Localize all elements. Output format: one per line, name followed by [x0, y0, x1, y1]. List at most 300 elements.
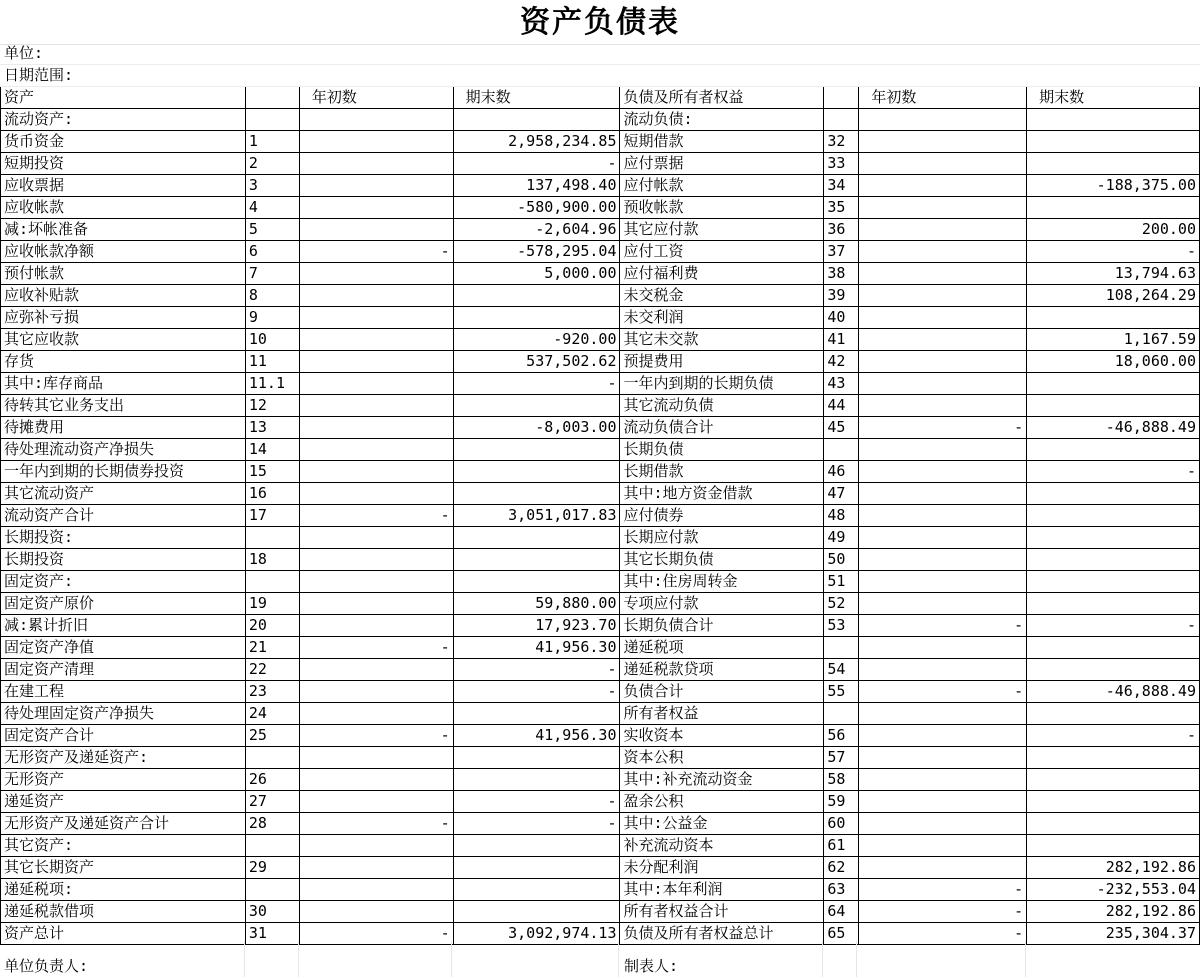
asset-item: 无形资产及递延资产:	[1, 747, 246, 769]
liability-item: 其中:本年利润	[620, 879, 824, 901]
liability-item: 专项应付款	[620, 593, 824, 615]
asset-item: 应弥补亏损	[1, 307, 246, 329]
asset-end-amount: -	[453, 681, 620, 703]
liability-begin-amount: -	[859, 681, 1027, 703]
table-row	[1, 329, 1200, 351]
asset-item: 应收票据	[1, 175, 246, 197]
liability-end-amount	[1027, 769, 1200, 791]
liability-end-amount: 1,167.59	[1027, 329, 1200, 351]
asset-item: 递延资产	[1, 791, 246, 813]
table-row	[1, 747, 1200, 769]
asset-item: 短期投资	[1, 153, 246, 175]
asset-item: 预付帐款	[1, 263, 246, 285]
asset-begin-amount	[299, 901, 453, 923]
liability-end-amount	[1027, 747, 1200, 769]
asset-begin-amount	[299, 615, 453, 637]
header-asset-line	[245, 87, 299, 109]
liability-line-no: 54	[824, 659, 859, 681]
asset-item: 固定资产合计	[1, 725, 246, 747]
asset-end-amount: 3,051,017.83	[453, 505, 620, 527]
liability-item: 应付帐款	[620, 175, 824, 197]
liability-end-amount: 282,192.86	[1027, 857, 1200, 879]
asset-begin-amount	[299, 307, 453, 329]
asset-begin-amount	[299, 395, 453, 417]
liability-item: 盈余公积	[620, 791, 824, 813]
asset-item: 资产总计	[1, 923, 246, 945]
liability-item: 流动负债合计	[620, 417, 824, 439]
liability-line-no: 57	[824, 747, 859, 769]
liability-line-no: 47	[824, 483, 859, 505]
liability-end-amount: -	[1027, 461, 1200, 483]
sheet-title: 资产负债表	[0, 0, 1200, 45]
liability-item: 所有者权益合计	[620, 901, 824, 923]
table-row	[1, 725, 1200, 747]
asset-end-amount: 137,498.40	[453, 175, 620, 197]
table-row	[1, 197, 1200, 219]
asset-item: 其它应收款	[1, 329, 246, 351]
liability-item: 其它流动负债	[620, 395, 824, 417]
asset-line-no: 12	[245, 395, 299, 417]
asset-line-no: 11.1	[245, 373, 299, 395]
header-asset-begin: 年初数	[299, 87, 453, 109]
liability-begin-amount	[859, 219, 1027, 241]
liability-end-amount	[1027, 835, 1200, 857]
asset-line-no	[245, 109, 299, 131]
balance-table	[0, 86, 1200, 945]
asset-begin-amount	[299, 527, 453, 549]
asset-end-amount: -920.00	[453, 329, 620, 351]
liability-line-no: 46	[824, 461, 859, 483]
header-liab-begin: 年初数	[859, 87, 1027, 109]
liability-begin-amount	[859, 725, 1027, 747]
asset-line-no: 29	[245, 857, 299, 879]
liability-begin-amount	[859, 659, 1027, 681]
liability-end-amount	[1027, 483, 1200, 505]
liability-item: 流动负债:	[620, 109, 824, 131]
asset-end-amount: -578,295.04	[453, 241, 620, 263]
asset-end-amount	[453, 879, 620, 901]
asset-item: 应收帐款	[1, 197, 246, 219]
liability-line-no	[824, 109, 859, 131]
liability-line-no: 65	[824, 923, 859, 945]
asset-item: 减:累计折旧	[1, 615, 246, 637]
liability-item: 所有者权益	[620, 703, 824, 725]
asset-line-no: 23	[245, 681, 299, 703]
liability-line-no: 41	[824, 329, 859, 351]
asset-end-amount	[453, 901, 620, 923]
liability-item: 资本公积	[620, 747, 824, 769]
asset-item: 固定资产清理	[1, 659, 246, 681]
asset-end-amount: -2,604.96	[453, 219, 620, 241]
liability-end-amount	[1027, 571, 1200, 593]
liability-item: 应付工资	[620, 241, 824, 263]
asset-end-amount: 17,923.70	[453, 615, 620, 637]
asset-item: 待转其它业务支出	[1, 395, 246, 417]
liability-end-amount	[1027, 307, 1200, 329]
table-row	[1, 395, 1200, 417]
asset-line-no: 22	[245, 659, 299, 681]
asset-begin-amount	[299, 791, 453, 813]
liability-begin-amount	[859, 263, 1027, 285]
asset-line-no: 25	[245, 725, 299, 747]
liability-line-no: 59	[824, 791, 859, 813]
asset-line-no: 8	[245, 285, 299, 307]
liability-item: 长期应付款	[620, 527, 824, 549]
liability-line-no: 52	[824, 593, 859, 615]
asset-begin-amount	[299, 417, 453, 439]
asset-item: 固定资产:	[1, 571, 246, 593]
asset-item: 应收补贴款	[1, 285, 246, 307]
liability-line-no: 58	[824, 769, 859, 791]
header-liabilities: 负债及所有者权益	[620, 87, 824, 109]
table-row	[1, 351, 1200, 373]
asset-item: 待处理固定资产净损失	[1, 703, 246, 725]
table-row	[1, 857, 1200, 879]
liability-line-no: 36	[824, 219, 859, 241]
table-row	[1, 219, 1200, 241]
table-row	[1, 769, 1200, 791]
asset-item: 长期投资:	[1, 527, 246, 549]
asset-begin-amount	[299, 483, 453, 505]
asset-end-amount	[453, 307, 620, 329]
asset-line-no: 14	[245, 439, 299, 461]
asset-begin-amount: -	[299, 637, 453, 659]
liability-item: 其中:地方资金借款	[620, 483, 824, 505]
asset-line-no: 17	[245, 505, 299, 527]
asset-begin-amount	[299, 681, 453, 703]
table-row	[1, 109, 1200, 131]
footer-responsible: 单位负责人:	[4, 957, 89, 975]
liability-end-amount: 18,060.00	[1027, 351, 1200, 373]
asset-line-no: 16	[245, 483, 299, 505]
asset-begin-amount	[299, 461, 453, 483]
asset-end-amount	[453, 109, 620, 131]
liability-end-amount: 200.00	[1027, 219, 1200, 241]
liability-end-amount	[1027, 527, 1200, 549]
table-row	[1, 681, 1200, 703]
liability-line-no: 62	[824, 857, 859, 879]
asset-begin-amount	[299, 747, 453, 769]
table-row	[1, 703, 1200, 725]
liability-begin-amount	[859, 395, 1027, 417]
asset-begin-amount	[299, 153, 453, 175]
asset-begin-amount	[299, 285, 453, 307]
sheet-gridline	[298, 941, 299, 977]
asset-line-no: 13	[245, 417, 299, 439]
liability-line-no: 44	[824, 395, 859, 417]
asset-begin-amount	[299, 219, 453, 241]
asset-item: 一年内到期的长期债券投资	[1, 461, 246, 483]
asset-begin-amount	[299, 373, 453, 395]
sheet-gridline	[856, 941, 857, 977]
asset-begin-amount	[299, 197, 453, 219]
asset-end-amount: 41,956.30	[453, 637, 620, 659]
asset-line-no	[245, 571, 299, 593]
sheet-gridline	[822, 941, 823, 977]
asset-item: 待处理流动资产净损失	[1, 439, 246, 461]
asset-end-amount: 3,092,974.13	[453, 923, 620, 945]
asset-begin-amount	[299, 549, 453, 571]
asset-begin-amount	[299, 351, 453, 373]
liability-item: 长期负债	[620, 439, 824, 461]
table-row	[1, 791, 1200, 813]
asset-item: 流动资产合计	[1, 505, 246, 527]
liability-end-amount	[1027, 373, 1200, 395]
liability-begin-amount	[859, 637, 1027, 659]
liability-end-amount	[1027, 703, 1200, 725]
liability-end-amount: 235,304.37	[1027, 923, 1200, 945]
liability-begin-amount	[859, 593, 1027, 615]
unit-label: 单位:	[4, 44, 44, 62]
liability-item: 其它未交款	[620, 329, 824, 351]
liability-end-amount	[1027, 439, 1200, 461]
liability-end-amount: -	[1027, 615, 1200, 637]
asset-item: 固定资产净值	[1, 637, 246, 659]
liability-begin-amount	[859, 175, 1027, 197]
liability-begin-amount	[859, 483, 1027, 505]
asset-line-no: 3	[245, 175, 299, 197]
liability-end-amount	[1027, 131, 1200, 153]
asset-line-no: 28	[245, 813, 299, 835]
asset-begin-amount	[299, 263, 453, 285]
liability-begin-amount	[859, 197, 1027, 219]
asset-end-amount	[453, 285, 620, 307]
asset-item: 其它长期资产	[1, 857, 246, 879]
liability-line-no: 43	[824, 373, 859, 395]
table-row	[1, 593, 1200, 615]
asset-line-no: 31	[245, 923, 299, 945]
liability-line-no: 39	[824, 285, 859, 307]
liability-item: 补充流动资本	[620, 835, 824, 857]
liability-end-amount	[1027, 593, 1200, 615]
asset-end-amount: -	[453, 373, 620, 395]
asset-line-no	[245, 527, 299, 549]
asset-end-amount	[453, 483, 620, 505]
liability-begin-amount: -	[859, 901, 1027, 923]
liability-line-no: 49	[824, 527, 859, 549]
asset-line-no	[245, 747, 299, 769]
footer-preparer: 制表人:	[624, 957, 679, 975]
asset-end-amount	[453, 747, 620, 769]
liability-item: 未交税金	[620, 285, 824, 307]
liability-item: 一年内到期的长期负债	[620, 373, 824, 395]
liability-line-no: 34	[824, 175, 859, 197]
liability-end-amount	[1027, 505, 1200, 527]
asset-end-amount	[453, 549, 620, 571]
asset-begin-amount	[299, 769, 453, 791]
table-row	[1, 461, 1200, 483]
header-row	[1, 87, 1200, 109]
liability-begin-amount	[859, 791, 1027, 813]
asset-end-amount: -8,003.00	[453, 417, 620, 439]
liability-end-amount	[1027, 153, 1200, 175]
asset-end-amount: -	[453, 813, 620, 835]
sheet-gridline	[1025, 941, 1026, 977]
asset-line-no: 9	[245, 307, 299, 329]
liability-begin-amount	[859, 461, 1027, 483]
liability-end-amount	[1027, 549, 1200, 571]
asset-end-amount	[453, 527, 620, 549]
liability-line-no: 42	[824, 351, 859, 373]
liability-begin-amount	[859, 131, 1027, 153]
asset-item: 流动资产:	[1, 109, 246, 131]
header-liab-line	[824, 87, 859, 109]
asset-end-amount	[453, 439, 620, 461]
asset-item: 货币资金	[1, 131, 246, 153]
asset-end-amount: 2,958,234.85	[453, 131, 620, 153]
asset-line-no: 4	[245, 197, 299, 219]
liability-line-no: 51	[824, 571, 859, 593]
liability-end-amount	[1027, 813, 1200, 835]
liability-item: 应付债券	[620, 505, 824, 527]
asset-begin-amount	[299, 571, 453, 593]
asset-line-no: 26	[245, 769, 299, 791]
table-row	[1, 373, 1200, 395]
table-row	[1, 549, 1200, 571]
asset-line-no: 19	[245, 593, 299, 615]
liability-begin-amount	[859, 439, 1027, 461]
table-row	[1, 835, 1200, 857]
liability-begin-amount	[859, 153, 1027, 175]
asset-end-amount: 537,502.62	[453, 351, 620, 373]
table-row	[1, 527, 1200, 549]
liability-end-amount: -	[1027, 725, 1200, 747]
liability-begin-amount	[859, 109, 1027, 131]
asset-line-no	[245, 879, 299, 901]
asset-begin-amount	[299, 835, 453, 857]
liability-begin-amount	[859, 241, 1027, 263]
liability-item: 负债及所有者权益总计	[620, 923, 824, 945]
liability-line-no: 60	[824, 813, 859, 835]
liability-line-no: 53	[824, 615, 859, 637]
table-row	[1, 483, 1200, 505]
liability-end-amount	[1027, 197, 1200, 219]
liability-begin-amount	[859, 373, 1027, 395]
liability-end-amount	[1027, 395, 1200, 417]
liability-begin-amount	[859, 769, 1027, 791]
asset-begin-amount	[299, 659, 453, 681]
asset-end-amount: -580,900.00	[453, 197, 620, 219]
liability-line-no: 45	[824, 417, 859, 439]
asset-line-no: 24	[245, 703, 299, 725]
liability-line-no: 63	[824, 879, 859, 901]
asset-end-amount	[453, 857, 620, 879]
liability-begin-amount: -	[859, 923, 1027, 945]
liability-begin-amount	[859, 813, 1027, 835]
asset-item: 长期投资	[1, 549, 246, 571]
asset-line-no: 7	[245, 263, 299, 285]
sheet-gridline	[451, 941, 452, 977]
table-row	[1, 505, 1200, 527]
liability-begin-amount	[859, 285, 1027, 307]
table-row	[1, 285, 1200, 307]
asset-item: 无形资产	[1, 769, 246, 791]
liability-item: 长期负债合计	[620, 615, 824, 637]
liability-begin-amount	[859, 505, 1027, 527]
liability-begin-amount	[859, 835, 1027, 857]
asset-begin-amount: -	[299, 725, 453, 747]
asset-item: 无形资产及递延资产合计	[1, 813, 246, 835]
asset-line-no: 10	[245, 329, 299, 351]
table-row	[1, 263, 1200, 285]
asset-begin-amount	[299, 109, 453, 131]
liability-item: 递延税款贷项	[620, 659, 824, 681]
liability-begin-amount	[859, 857, 1027, 879]
table-row	[1, 241, 1200, 263]
liability-begin-amount	[859, 351, 1027, 373]
liability-end-amount	[1027, 109, 1200, 131]
asset-line-no: 1	[245, 131, 299, 153]
table-row	[1, 307, 1200, 329]
asset-begin-amount	[299, 703, 453, 725]
table-row	[1, 615, 1200, 637]
liability-end-amount: -	[1027, 241, 1200, 263]
asset-end-amount: 5,000.00	[453, 263, 620, 285]
liability-end-amount: -46,888.49	[1027, 681, 1200, 703]
liability-item: 预收帐款	[620, 197, 824, 219]
liability-item: 预提费用	[620, 351, 824, 373]
liability-end-amount	[1027, 791, 1200, 813]
asset-end-amount: -	[453, 791, 620, 813]
liability-line-no: 50	[824, 549, 859, 571]
table-row	[1, 417, 1200, 439]
asset-begin-amount: -	[299, 241, 453, 263]
liability-item: 其它应付款	[620, 219, 824, 241]
asset-line-no: 18	[245, 549, 299, 571]
asset-line-no: 20	[245, 615, 299, 637]
liability-item: 短期借款	[620, 131, 824, 153]
liability-item: 未分配利润	[620, 857, 824, 879]
asset-end-amount: 59,880.00	[453, 593, 620, 615]
sheet-gridline	[0, 86, 1200, 87]
asset-end-amount: 41,956.30	[453, 725, 620, 747]
liability-begin-amount	[859, 329, 1027, 351]
liability-item: 未交利润	[620, 307, 824, 329]
liability-begin-amount	[859, 747, 1027, 769]
asset-begin-amount: -	[299, 813, 453, 835]
liability-begin-amount	[859, 549, 1027, 571]
liability-item: 递延税项	[620, 637, 824, 659]
liability-item: 应付票据	[620, 153, 824, 175]
table-row	[1, 879, 1200, 901]
liability-end-amount: 13,794.63	[1027, 263, 1200, 285]
liability-begin-amount	[859, 703, 1027, 725]
liability-end-amount: -46,888.49	[1027, 417, 1200, 439]
asset-begin-amount	[299, 175, 453, 197]
liability-end-amount	[1027, 637, 1200, 659]
header-asset-end: 期末数	[453, 87, 620, 109]
liability-begin-amount: -	[859, 879, 1027, 901]
header-assets: 资产	[1, 87, 246, 109]
liability-end-amount	[1027, 659, 1200, 681]
liability-line-no: 55	[824, 681, 859, 703]
asset-begin-amount	[299, 439, 453, 461]
liability-end-amount: 108,264.29	[1027, 285, 1200, 307]
liability-begin-amount: -	[859, 615, 1027, 637]
sheet-gridline	[618, 941, 619, 977]
sheet-gridline	[0, 64, 1200, 65]
asset-begin-amount	[299, 131, 453, 153]
asset-item: 固定资产原价	[1, 593, 246, 615]
liability-line-no	[824, 439, 859, 461]
liability-line-no	[824, 637, 859, 659]
asset-end-amount	[453, 571, 620, 593]
asset-line-no: 21	[245, 637, 299, 659]
table-row	[1, 175, 1200, 197]
asset-end-amount: -	[453, 659, 620, 681]
asset-item: 递延税款借项	[1, 901, 246, 923]
table-row	[1, 901, 1200, 923]
